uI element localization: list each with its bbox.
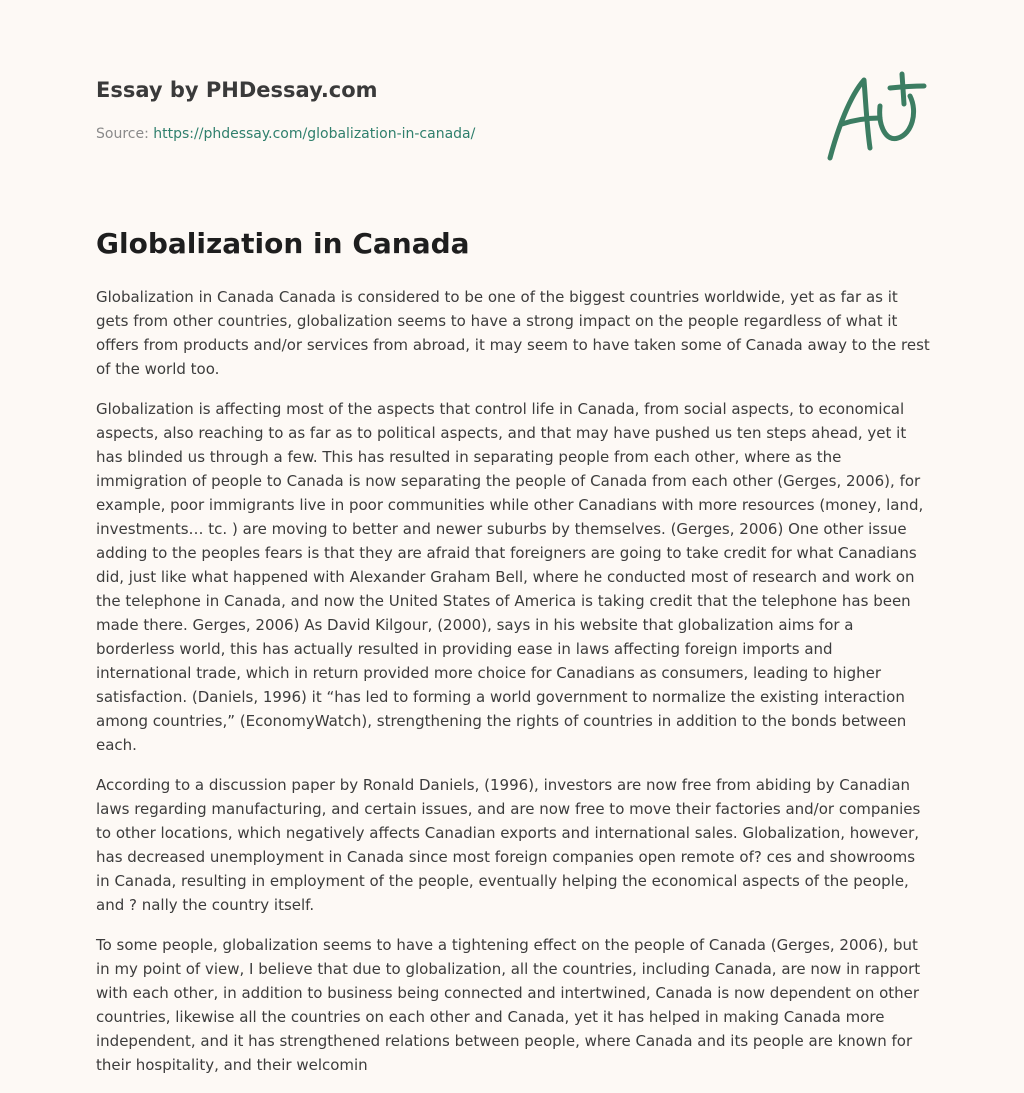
essay-body <box>96 285 930 1093</box>
essay-paragraph: Globalization is affecting most of the aspects that control life in Canada, from social aspects, to economical aspects, also reaching to as far as to political aspects, and that may have pushed us ten steps ahead, yet it has blinded us through a few. This has resulted in separating people from each other, where as the immigration of people to Canada is now separating the people of Canada from each other (Gerges, 2006), for example, poor immigrants live in poor communities while other Canadians with more resources (money, land, investments… tc. ) are moving to better and newer suburbs by themselves. (Gerges, 2006) One other issue adding to the peoples fears is that they are afraid that foreigners are going to take credit for what Canadians did, just like what happened with Alexander Graham Bell, where he conducted most of research and work on the telephone in Canada, and now the United States of America is taking credit that the telephone has been made there. Gerges, 2006) As David Kilgour, (2000), says in his website that globalization aims for a borderless world, this has actually resulted in providing ease in laws affecting foreign imports and international trade, which in return provided more choice for Canadians as consumers, leading to higher satisfaction. (Daniels, 1996) it “has led to forming a world government to normalize the existing interaction among countries,” (EconomyWatch), strengthening the rights of countries in addition to the bonds between each. <box>96 400 924 754</box>
source-label: Source: <box>96 126 149 142</box>
source-link[interactable]: https://phdessay.com/globalization-in-canada/ <box>153 126 476 142</box>
source-line <box>96 124 796 144</box>
page-header <box>96 76 796 144</box>
essay-paragraph: According to a discussion paper by Ronald Daniels, (1996), investors are now free from abiding by Canadian laws regarding manufacturing, and certain issues, and are now free to move their factories and/or companies to other locations, which negatively affects Canadian exports and international sales. Globalization, however, has decreased unemployment in Canada since most foreign companies open remote of? ces and showrooms in Canada, resulting in employment of the people, eventually helping the economical aspects of the people, and ? nally the country itself. <box>96 776 921 914</box>
essay-title: Globalization in Canada <box>96 227 470 260</box>
site-title: Essay by PHDessay.com <box>96 78 378 102</box>
essay-paragraph: To some people, globalization seems to have a tightening effect on the people of Canada (Gerges, 2006), but in my point of view, I believe that due to globalization, all the countries, including Canada, are now in rapport with each other, in addition to business being connected and intertwined, Canada is now dependent on other countries, likewise all the countries on each other and Canada, yet it has helped in making Canada more independent, and it has strengthened relations between people, where Canada and its people are known for their hospitality, and their welcomin <box>96 936 921 1074</box>
essay-paragraph: Globalization in Canada Canada is considered to be one of the biggest countries worldwide, yet as far as it gets from other countries, globalization seems to have a strong impact on the people regardless of what it offers from products and/or services from abroad, it may seem to have taken some of Canada away to the rest of the world too. <box>96 288 930 378</box>
a-plus-grade-icon <box>820 66 930 166</box>
